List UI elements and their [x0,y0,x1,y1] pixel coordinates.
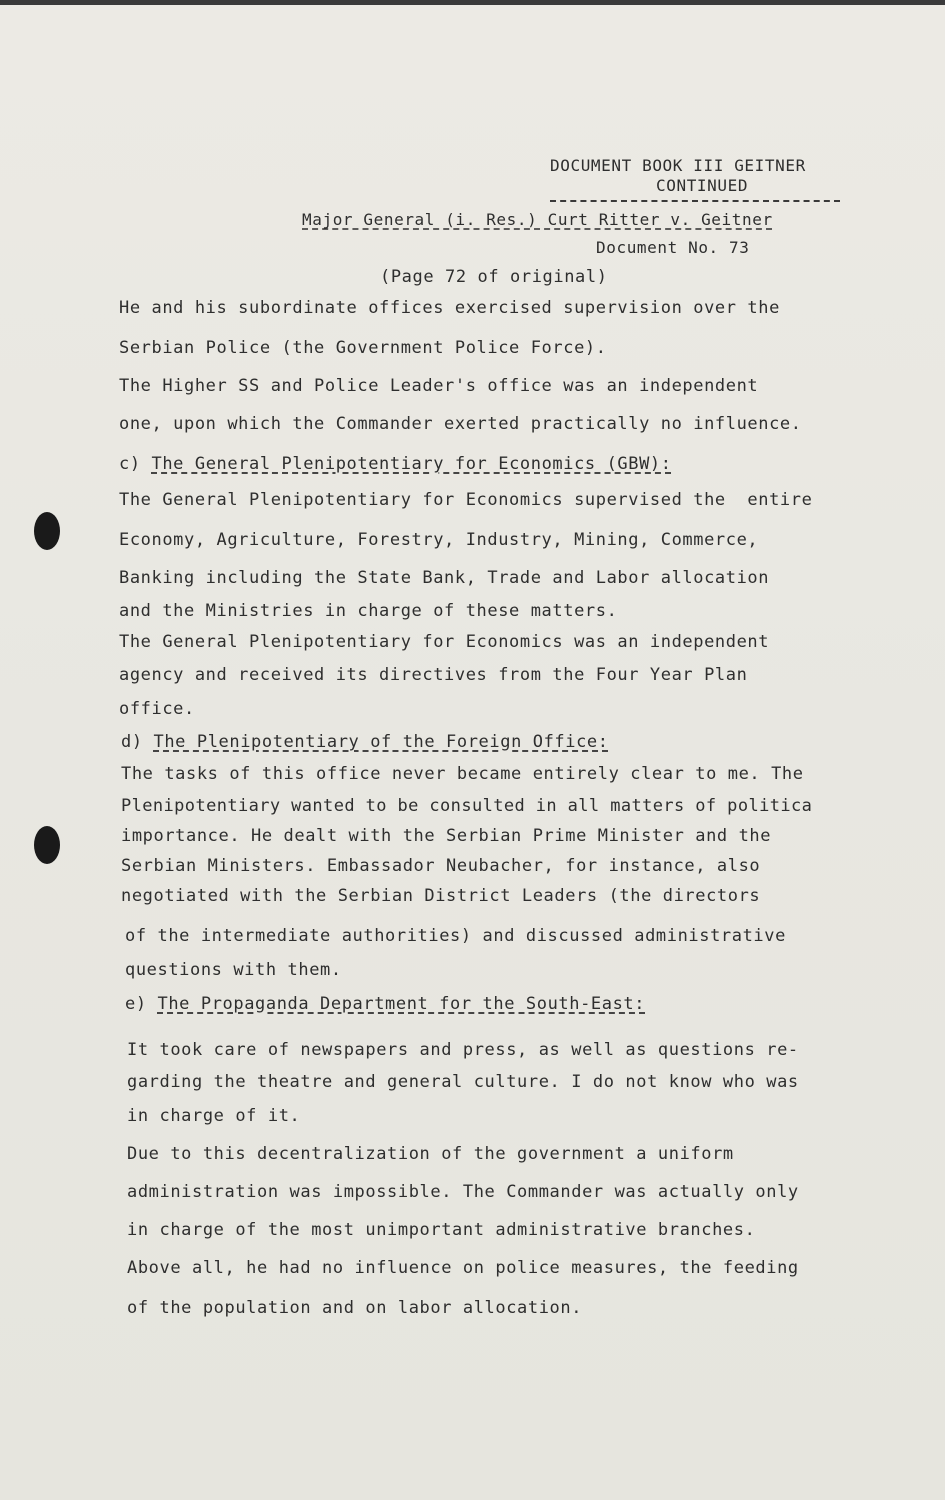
body-line: It took care of newspapers and press, as well as questions re- [127,1040,799,1060]
body-line: and the Ministries in charge of these matters. [119,601,618,621]
header-dashed-rule [550,200,840,202]
body-line: questions with them. [125,960,342,980]
section-title: The General Plenipotentiary for Economics (GBW): [151,454,672,474]
body-line: of the population and on labor allocation. [127,1298,583,1318]
body-line: The Higher SS and Police Leader's office was an independent [119,376,759,396]
body-line: The tasks of this office never became entirely clear to me. The [121,764,804,784]
body-line: Economy, Agriculture, Forestry, Industry, Mining, Commerce, [119,530,759,550]
body-line: negotiated with the Serbian District Leaders (the directors [121,886,761,906]
body-line: in charge of it. [127,1106,301,1126]
body-line: garding the theatre and general culture. I do not know who was [127,1072,799,1092]
section-label: c) [119,454,152,474]
section-label: d) [121,732,154,752]
body-line: one, upon which the Commander exerted practically no influence. [119,414,802,434]
section-c-heading [119,454,672,474]
document-number: Document No. 73 [596,238,750,257]
section-label: e) [125,994,158,1014]
page-reference: (Page 72 of original) [380,267,608,287]
author-line: Major General (i. Res.) Curt Ritter v. Geitner [302,210,773,229]
body-line: Serbian Ministers. Embassador Neubacher, for instance, also [121,856,761,876]
punch-hole-bottom [34,826,60,864]
body-line: agency and received its directives from the Four Year Plan [119,665,748,685]
continued-label: CONTINUED [656,176,749,195]
body-line: of the intermediate authorities) and discussed administrative [125,926,786,946]
section-title: The Propaganda Department for the South-East: [157,994,646,1014]
body-line: He and his subordinate offices exercised supervision over the [119,298,780,318]
body-line: in charge of the most unimportant administrative branches. [127,1220,756,1240]
punch-hole-top [34,512,60,550]
body-line: Plenipotentiary wanted to be consulted in all matters of politica [121,796,813,816]
body-line: office. [119,699,195,719]
section-title: The Plenipotentiary of the Foreign Office: [153,732,609,752]
section-e-heading [125,994,645,1014]
scan-edge [0,0,945,5]
book-title: DOCUMENT BOOK III GEITNER [550,156,806,175]
body-line: importance. He dealt with the Serbian Prime Minister and the [121,826,772,846]
body-line: The General Plenipotentiary for Economics was an independent [119,632,770,652]
section-d-heading [121,732,609,752]
body-line: administration was impossible. The Commander was actually only [127,1182,799,1202]
body-line: Serbian Police (the Government Police Force). [119,338,607,358]
body-line: The General Plenipotentiary for Economics supervised the entire [119,490,813,510]
body-line: Above all, he had no influence on police measures, the feeding [127,1258,799,1278]
body-line: Due to this decentralization of the government a uniform [127,1144,734,1164]
body-line: Banking including the State Bank, Trade and Labor allocation [119,568,770,588]
